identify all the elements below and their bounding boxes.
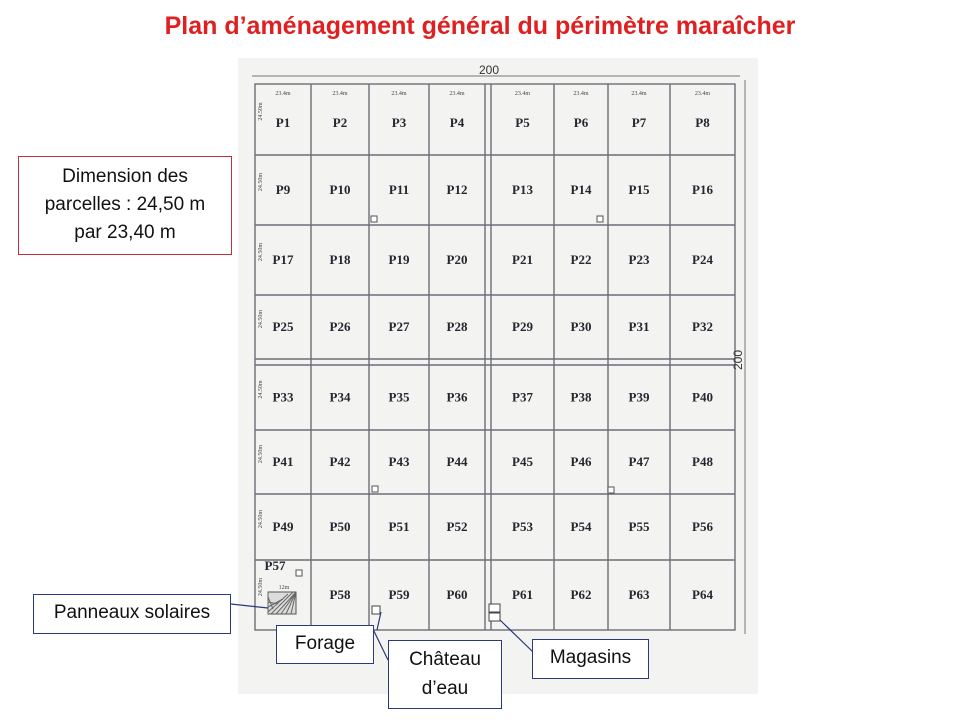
parcel-label: P37 (512, 389, 533, 405)
parcel-label: P3 (391, 115, 407, 130)
parcel-width-label: 23.4m (694, 91, 711, 97)
parcel-label: P32 (692, 319, 713, 334)
parcel-label: P47 (628, 454, 650, 469)
warehouse-symbol (489, 604, 500, 612)
parcel-label: P16 (692, 182, 713, 197)
parcel-height-label: 24.50m (258, 242, 264, 262)
parcel-label: P41 (272, 454, 294, 469)
parcel-label: P60 (446, 587, 468, 602)
parcel-dimension-callout (18, 156, 232, 255)
parcel-label: P49 (272, 519, 294, 534)
parcel-label: P55 (628, 519, 650, 534)
parcel-label: P24 (692, 252, 713, 267)
parcel-label: P62 (570, 587, 592, 602)
warehouses-callout: Magasins (532, 639, 649, 679)
parcel-label: P2 (332, 115, 348, 130)
parcel-label: P27 (388, 319, 410, 334)
parcel-width-label: 23.4m (332, 91, 348, 97)
borehole-callout: Forage (276, 625, 374, 664)
parcel-label: P48 (692, 454, 713, 469)
parcel-label: P61 (512, 587, 533, 602)
parcel-label: P45 (512, 454, 533, 469)
parcel-label: P22 (570, 252, 592, 267)
parcel-label: P28 (446, 319, 468, 334)
parcel-label: P31 (628, 319, 650, 334)
callout-line: Château (409, 649, 481, 670)
parcel-label: P64 (692, 587, 713, 602)
parcel-label: P43 (388, 454, 410, 469)
parcel-label: P5 (515, 115, 530, 130)
parcel-label: P46 (570, 454, 592, 469)
equipment-marker (608, 487, 614, 493)
equipment-marker (296, 570, 302, 576)
parcel-label: P40 (692, 389, 713, 405)
parcel-label: P13 (512, 182, 533, 197)
overall-height-label: 200 (731, 349, 745, 371)
parcel-width-label: 23.4m (514, 91, 531, 97)
callout-line: parcelles : 24,50 m (44, 194, 206, 215)
parcel-label: P36 (446, 389, 468, 405)
parcel-label: P23 (628, 252, 650, 267)
parcel-label: P39 (628, 389, 650, 405)
parcel-width-label: 23.4m (449, 91, 465, 97)
parcel-label: P6 (573, 115, 589, 130)
parcel-height-label: 24.50m (258, 102, 264, 121)
parcel-height-label: 24.50m (258, 509, 264, 529)
equipment-marker (597, 216, 603, 222)
plan-sheet (238, 58, 758, 694)
parcel-label: P11 (388, 182, 410, 197)
parcel-height-label: 24.50m (258, 444, 264, 464)
parcel-label: P4 (449, 115, 465, 130)
overall-width-label: 200 (478, 63, 500, 77)
parcel-label: P10 (329, 182, 351, 197)
small-dimension-label: 12m (278, 585, 290, 591)
parcel-height-label: 24.50m (258, 172, 264, 192)
callout-line: Dimension des (62, 166, 188, 187)
parcel-width-label: 23.4m (631, 91, 647, 97)
parcel-label: P51 (388, 519, 410, 534)
parcel-label: P57 (264, 558, 286, 573)
solar-panels-callout: Panneaux solaires (33, 594, 231, 634)
parcel-width-label: 23.4m (391, 91, 407, 97)
parcel-label: P63 (628, 587, 650, 602)
parcel-label: P58 (329, 587, 351, 602)
parcel-width-label: 23.4m (573, 91, 589, 97)
parcel-label: P30 (570, 319, 592, 334)
parcel-label: P53 (512, 519, 533, 534)
parcel-width-label: 23.4m (275, 91, 291, 97)
parcel-label: P34 (329, 389, 351, 405)
page-title: Plan d’aménagement général du périmètre maraîcher (164, 12, 796, 40)
solar-panels-symbol (268, 592, 296, 614)
parcel-label: P56 (692, 519, 713, 534)
parcel-label: P14 (570, 182, 592, 197)
parcel-label: P8 (695, 115, 710, 130)
equipment-marker (371, 216, 377, 222)
parcel-label: P59 (388, 587, 410, 602)
parcel-label: P44 (446, 454, 468, 469)
parcel-label: P19 (388, 252, 410, 267)
parcel-label: P38 (570, 389, 592, 405)
parcel-label: P35 (388, 389, 410, 405)
parcel-label: P9 (275, 182, 291, 197)
parcel-label: P1 (275, 115, 291, 130)
parcel-label: P29 (512, 319, 533, 334)
parcel-label: P42 (329, 454, 351, 469)
water-tower-symbol (372, 606, 380, 614)
parcel-label: P20 (446, 252, 468, 267)
parcel-label: P15 (628, 182, 650, 197)
parcel-label: P25 (272, 319, 294, 334)
parcel-height-label: 24.50m (258, 380, 264, 399)
parcel-label: P54 (570, 519, 592, 534)
parcel-height-label: 24.50m (258, 309, 264, 329)
equipment-marker (372, 486, 378, 492)
parcel-label: P18 (329, 252, 351, 267)
parcel-label: P17 (272, 252, 294, 267)
parcel-label: P21 (512, 252, 533, 267)
parcel-label: P7 (631, 115, 647, 130)
parcel-label: P33 (272, 389, 294, 405)
warehouse-symbol (489, 613, 500, 621)
parcel-label: P52 (446, 519, 468, 534)
callout-line: d’eau (421, 678, 469, 699)
parcel-label: P50 (329, 519, 351, 534)
parcel-label: P26 (329, 319, 351, 334)
water-tower-callout (388, 640, 502, 709)
parcel-height-label: 24.50m (258, 577, 264, 597)
parcel-label: P12 (446, 182, 468, 197)
callout-line: par 23,40 m (74, 222, 176, 243)
